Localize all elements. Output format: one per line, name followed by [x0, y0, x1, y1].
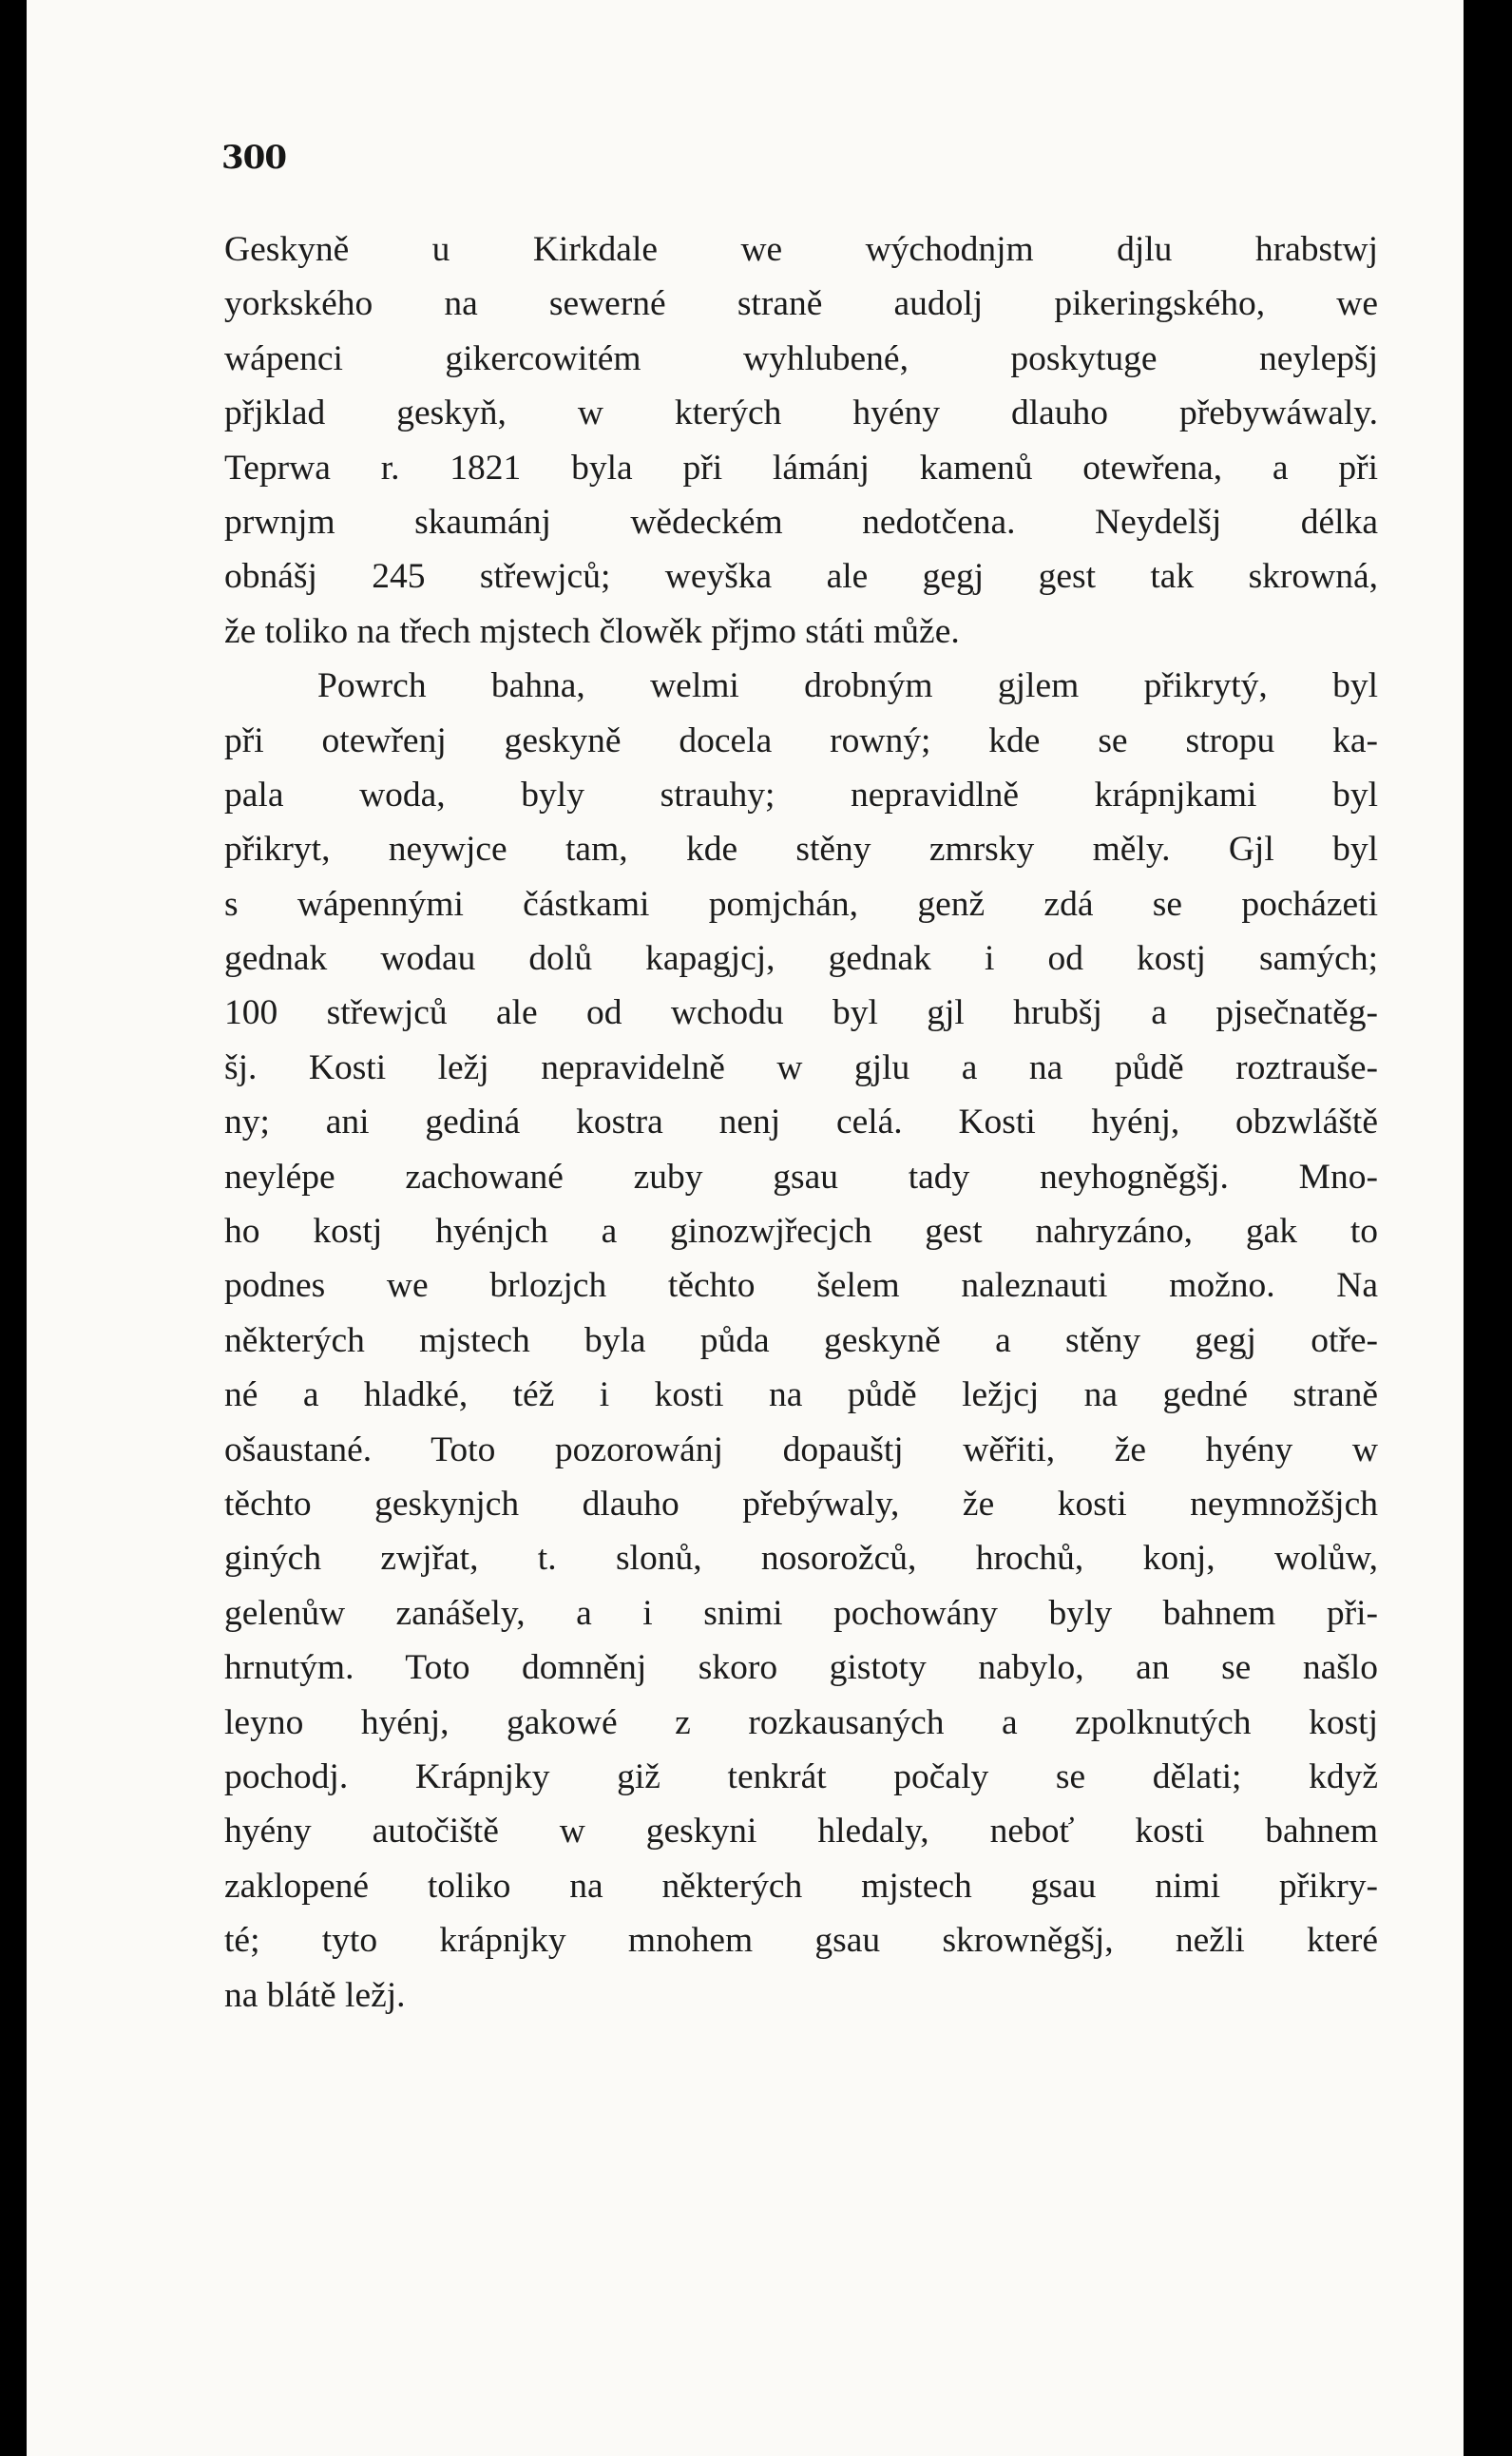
text-line-9: Powrch bahna, welmi drobným gjlem přikrytý, byl	[317, 666, 1378, 706]
text-line-23: ošaustané. Toto pozorowánj dopauštj wěřiti, že hyény w	[224, 1429, 1378, 1469]
text-line-17: ny; ani gediná kostra nenj celá. Kosti hyénj, obzwláště	[224, 1103, 1378, 1142]
text-line-32: té; tyto krápnjky mnohem gsau skrowněgšj, nežli které	[224, 1921, 1378, 1961]
text-line-18: neylépe zachowané zuby gsau tady neyhogněgšj. Mno-	[224, 1157, 1378, 1197]
book-spine-shadow	[1464, 0, 1512, 2456]
text-line-21: některých mjstech byla půda geskyně a stěny gegj otře-	[224, 1320, 1378, 1360]
text-line-5: Teprwa r. 1821 byla při lámánj kamenů otewřena, a při	[224, 448, 1378, 488]
body-text	[224, 222, 1378, 2023]
text-line-29: pochodj. Krápnjky giž tenkrát počaly se dělati; když	[224, 1756, 1378, 1796]
text-line-22: né a hladké, též i kosti na půdě ležjcj na gedné straně	[224, 1375, 1378, 1415]
text-line-10: při otewřenj geskyně docela rowný; kde se stropu ka-	[224, 720, 1378, 760]
text-line-20: podnes we brlozjch těchto šelem naleznauti možno. Na	[224, 1266, 1378, 1306]
text-line-12: přikryt, neywjce tam, kde stěny zmrsky měly. Gjl byl	[224, 830, 1378, 870]
text-line-26: gelenůw zanášely, a i snimi pochowány byly bahnem při-	[224, 1593, 1378, 1633]
text-line-28: leyno hyénj, gakowé z rozkausaných a zpolknutých kostj	[224, 1702, 1378, 1742]
text-line-25: giných zwjřat, t. slonů, nosorožců, hrochů, konj, wolůw,	[224, 1539, 1378, 1579]
text-line-33: na blátě ležj.	[224, 1975, 406, 2015]
text-line-19: ho kostj hyénjch a ginozwjřecjch gest nahryzáno, gak to	[224, 1212, 1378, 1252]
text-line-27: hrnutým. Toto domněnj skoro gistoty nabylo, an se našlo	[224, 1648, 1378, 1688]
text-line-24: těchto geskynjch dlauho přebýwaly, že kosti neymnožšjch	[224, 1484, 1378, 1524]
text-line-14: gednak wodau dolů kapagjcj, gednak i od kostj samých;	[224, 939, 1378, 979]
text-line-8: že toliko na třech mjstech člowěk přjmo státi může.	[224, 611, 960, 651]
text-line-1: Geskyně u Kirkdale we wýchodnjm djlu hrabstwj	[224, 230, 1378, 269]
text-line-13: s wápennými částkami pomjchán, genž zdá se pocházeti	[224, 884, 1378, 924]
text-line-31: zaklopené toliko na některých mjstech gsau nimi přikry-	[224, 1866, 1378, 1906]
text-line-16: šj. Kosti ležj nepravidelně w gjlu a na půdě roztrauše-	[224, 1047, 1378, 1087]
text-line-11: pala woda, byly strauhy; nepravidlně krápnjkami byl	[224, 775, 1378, 815]
text-line-2: yorkského na sewerné straně audolj pikeringského, we	[224, 284, 1378, 324]
text-line-3: wápenci gikercowitém wyhlubené, poskytuge neylepšj	[224, 338, 1378, 378]
text-line-4: přjklad geskyň, w kterých hyény dlauho přebywáwaly.	[224, 393, 1378, 433]
text-line-6: prwnjm skaumánj wědeckém nedotčena. Neydelšj délka	[224, 502, 1378, 542]
text-line-7: obnášj 245 střewjců; weyška ale gegj gest tak skrowná,	[224, 557, 1378, 597]
text-line-30: hyény autočiště w geskyni hledaly, neboť kosti bahnem	[224, 1812, 1378, 1852]
text-line-15: 100 střewjců ale od wchodu byl gjl hrubšj a pjsečnatěg-	[224, 993, 1378, 1033]
page-number: 300	[221, 139, 286, 177]
